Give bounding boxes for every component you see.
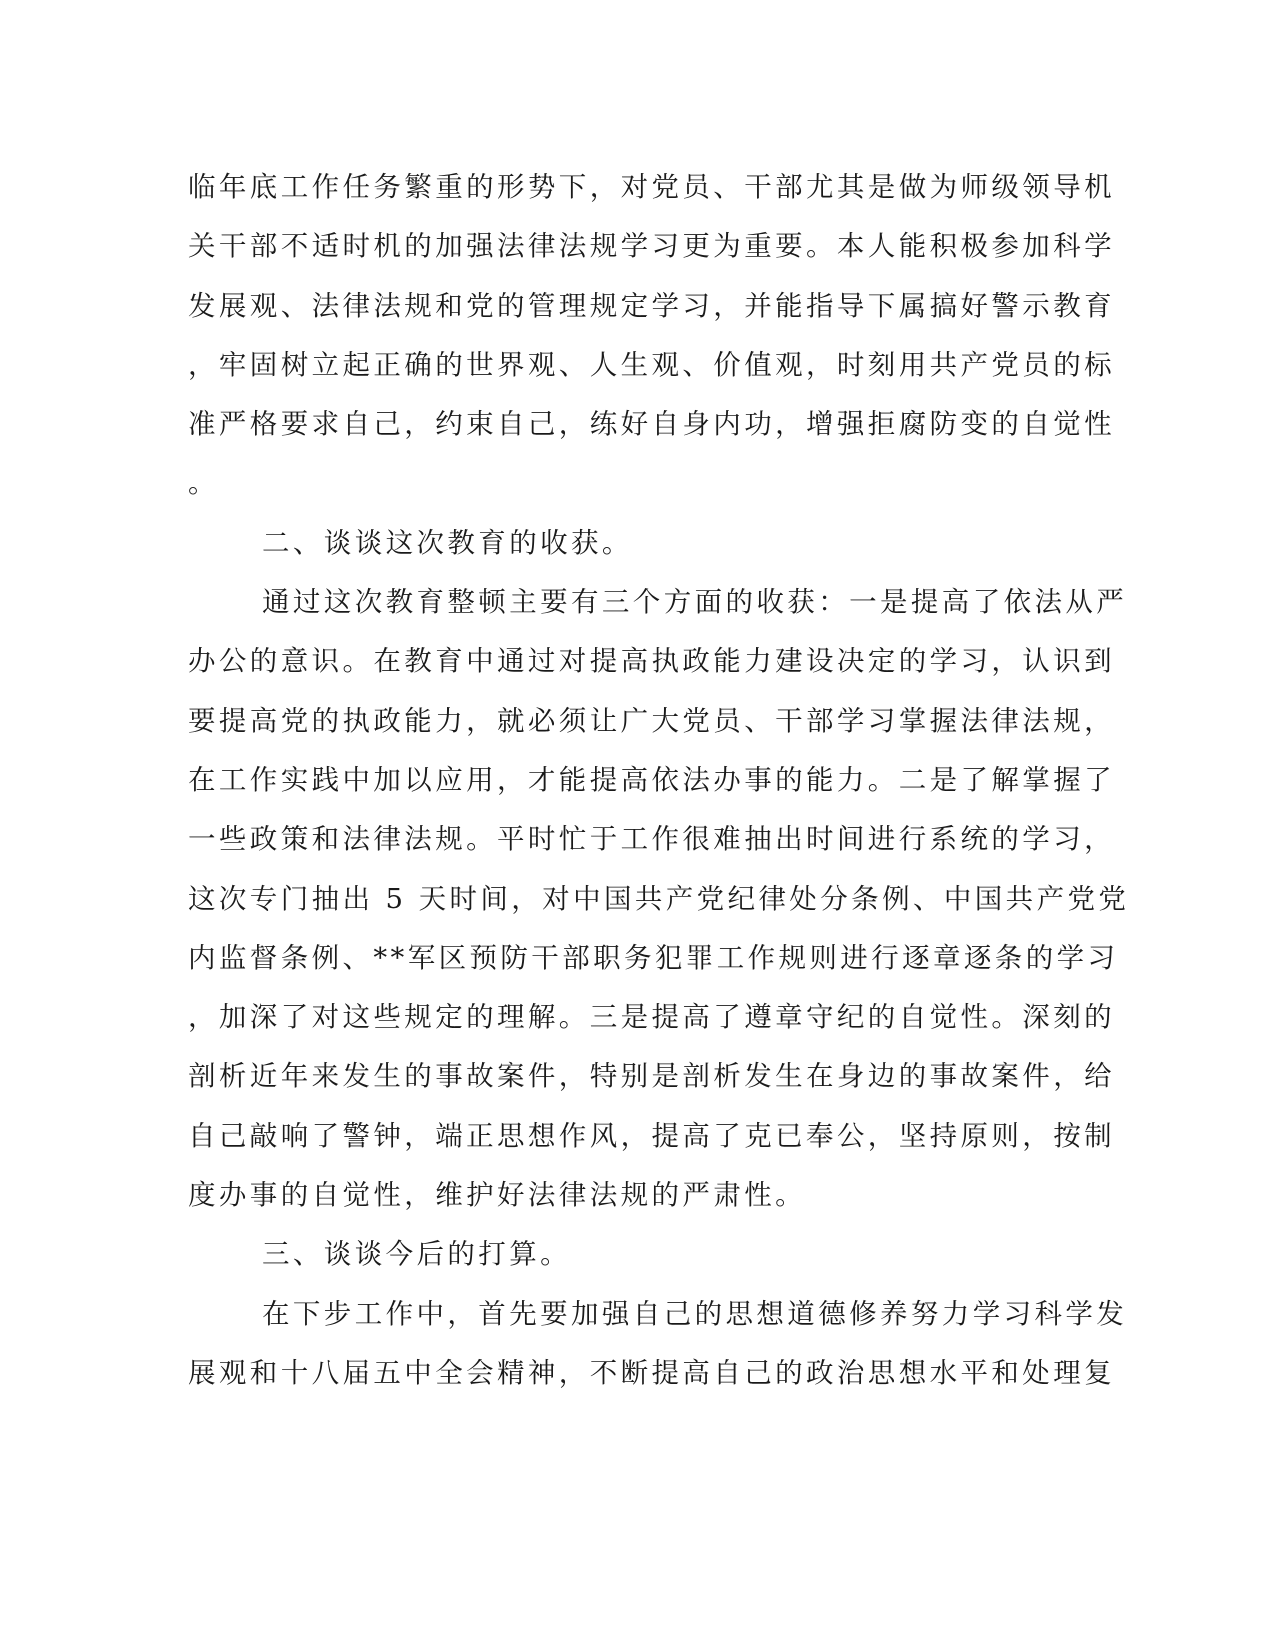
text-line: 度办事的自觉性，维护好法律法规的严肃性。: [188, 1179, 806, 1212]
text-line: 要提高党的执政能力，就必须让广大党员、干部学习掌握法律法规，: [188, 704, 1115, 737]
section-heading: 二、谈谈这次教育的收获。: [262, 526, 633, 559]
text-line: 展观和十八届五中全会精神，不断提高自己的政治思想水平和处理复: [188, 1356, 1115, 1389]
text-line: 内监督条例、**军区预防干部职务犯罪工作规则进行逐章逐条的学习: [188, 941, 1119, 974]
text-line: 关干部不适时机的加强法律法规学习更为重要。本人能积极参加科学: [188, 230, 1115, 263]
paragraph-start: 在下步工作中，首先要加强自己的思想道德修养努力学习科学发: [262, 1297, 1128, 1330]
paragraph-start: 通过这次教育整顿主要有三个方面的收获：一是提高了依法从严: [262, 586, 1128, 619]
text-line: ，牢固树立起正确的世界观、人生观、价值观，时刻用共产党员的标: [188, 348, 1115, 381]
text-line: 发展观、法律法规和党的管理规定学习，并能指导下属搞好警示教育: [188, 289, 1115, 322]
body-text: [188, 158, 1130, 1403]
text-line: 办公的意识。在教育中通过对提高执政能力建设决定的学习，认识到: [188, 645, 1115, 678]
text-line: 剖析近年来发生的事故案件，特别是剖析发生在身边的事故案件，给: [188, 1060, 1115, 1093]
text-line: 。: [188, 467, 219, 500]
section-heading: 三、谈谈今后的打算。: [262, 1238, 571, 1271]
text-line: 自己敲响了警钟，端正思想作风，提高了克已奉公，坚持原则，按制: [188, 1119, 1115, 1152]
text-line: 准严格要求自己，约束自己，练好自身内功，增强拒腐防变的自觉性: [188, 408, 1115, 441]
text-line: 临年底工作任务繁重的形势下，对党员、干部尤其是做为师级领导机: [188, 171, 1115, 203]
text-line: ，加深了对这些规定的理解。三是提高了遵章守纪的自觉性。深刻的: [188, 1001, 1115, 1034]
text-line: 一些政策和法律法规。平时忙于工作很难抽出时间进行系统的学习，: [188, 823, 1115, 856]
text-line: 在工作实践中加以应用，才能提高依法办事的能力。二是了解掌握了: [188, 763, 1115, 796]
text-line: 这次专门抽出 5 天时间，对中国共产党纪律处分条例、中国共产党党: [188, 882, 1130, 915]
